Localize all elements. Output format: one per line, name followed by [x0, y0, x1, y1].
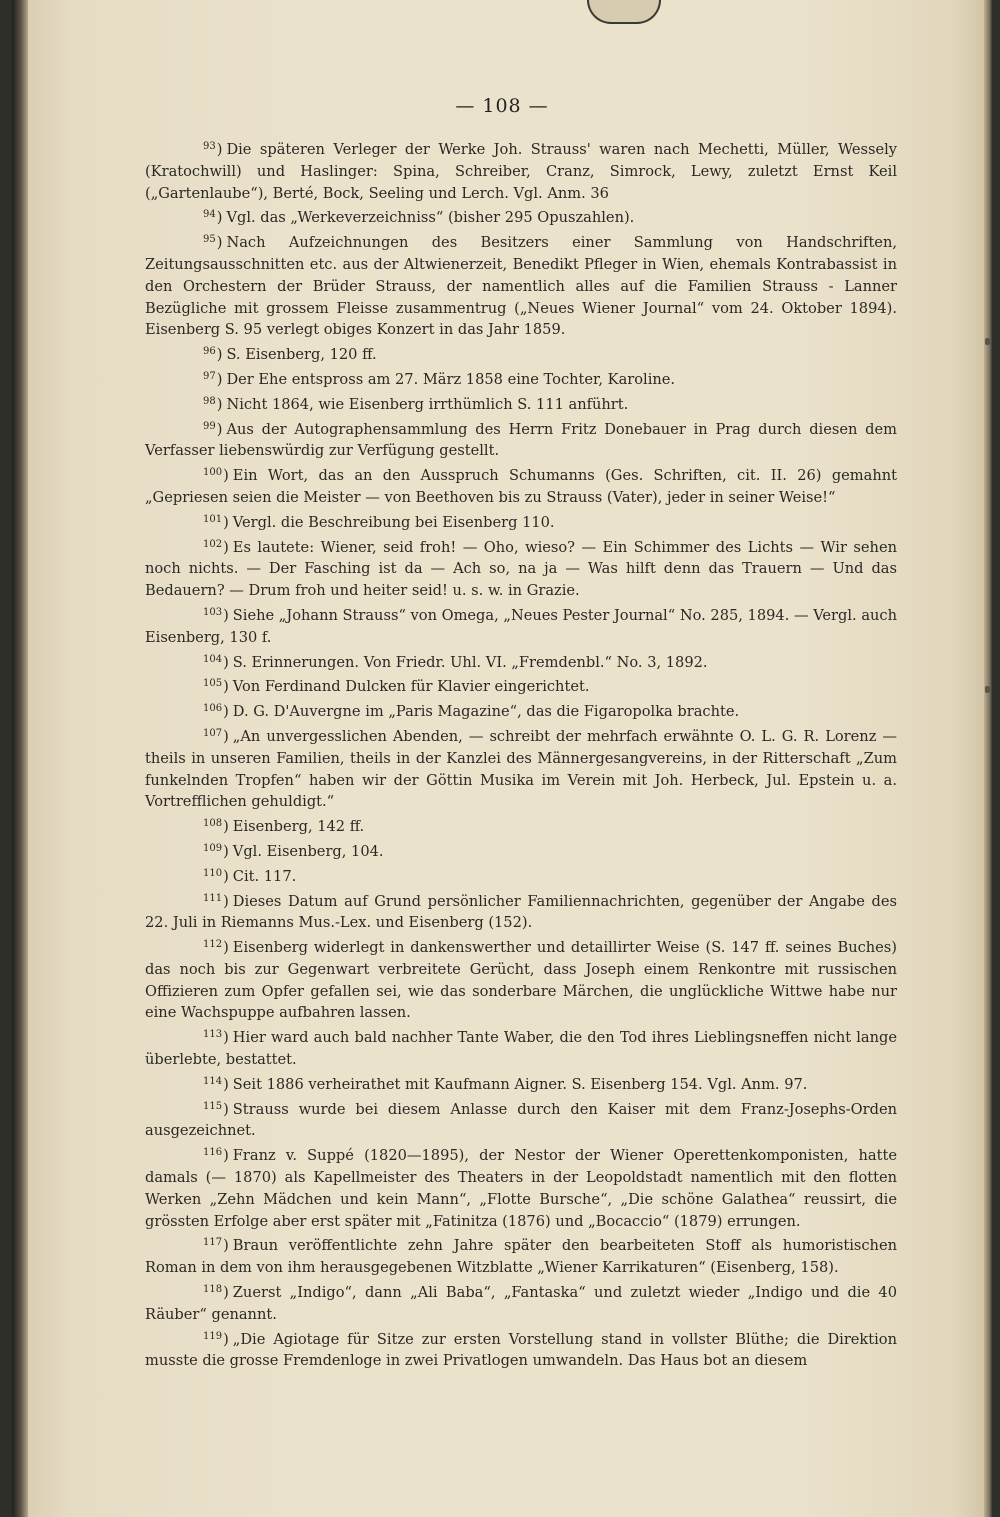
footnote-number: 108 — [203, 818, 223, 830]
footnote-number: 117 — [203, 1237, 223, 1249]
ribbon-tab — [587, 0, 661, 24]
footnote-number: 114 — [203, 1075, 223, 1087]
footnote-number: 118 — [203, 1284, 223, 1296]
footnote-paren: ) — [223, 1100, 229, 1118]
footnote-text: S. Erinnerungen. Von Friedr. Uhl. VI. „Fremdenbl.“ No. 3, 1892. — [232, 653, 708, 671]
page-number-header: — 108 — — [455, 95, 549, 117]
footnote-text: Die späteren Verleger der Werke Joh. Strauss' waren nach Mechetti, Müller, Wessely (Kratochwill) und Haslinger: Spina, Schreiber, Cranz, Simrock, Lewy, zuletzt Ernst Keil („Gartenlaube“), Berté, Bock, Seeling und Lerch. Vgl. Anm. 36 — [145, 141, 897, 202]
footnote-text: Ein Wort, das an den Ausspruch Schumanns (Ges. Schriften, cit. II. 26) gemahnt „Gepriesen seien die Meister — von Beethoven bis zu Strauss (Vater), jeder in seiner Weise!“ — [145, 467, 897, 506]
footnote-paren: ) — [216, 420, 223, 438]
footnote-103 — [145, 602, 897, 649]
footnote-106 — [145, 698, 897, 723]
footnote-paren: ) — [216, 346, 223, 364]
footnote-paren: ) — [223, 513, 229, 531]
footnote-number: 94 — [203, 209, 216, 221]
footnote-98 — [145, 391, 897, 416]
footnote-93 — [145, 136, 897, 204]
page-edge — [984, 0, 992, 1517]
footnote-text: Eisenberg, 142 ff. — [232, 818, 365, 836]
footnote-text: D. G. D'Auvergne im „Paris Magazine“, das die Figaropolka brachte. — [232, 703, 740, 721]
footnote-paren: ) — [223, 678, 229, 696]
footnote-108 — [145, 813, 897, 838]
book-page — [12, 0, 992, 1517]
footnote-105 — [145, 673, 897, 698]
footnote-114 — [145, 1071, 897, 1096]
footnote-number: 119 — [203, 1330, 223, 1342]
footnote-118 — [145, 1279, 897, 1326]
footnote-95 — [145, 229, 897, 341]
footnote-paren: ) — [223, 653, 229, 671]
footnote-number: 103 — [203, 606, 223, 618]
footnote-paren: ) — [223, 467, 229, 485]
footnote-number: 96 — [203, 346, 216, 358]
footnote-number: 111 — [203, 892, 223, 904]
footnote-number: 106 — [203, 703, 223, 715]
footnote-paren: ) — [223, 538, 229, 556]
footnote-number: 95 — [203, 234, 216, 246]
footnote-number: 115 — [203, 1100, 223, 1112]
footnote-96 — [145, 341, 897, 366]
footnote-112 — [145, 934, 897, 1024]
footnote-117 — [145, 1232, 897, 1279]
footnote-text: Seit 1886 verheirathet mit Kaufmann Aigner. S. Eisenberg 154. Vgl. Anm. 97. — [232, 1075, 808, 1093]
footnote-number: 110 — [203, 867, 223, 879]
footnote-number: 113 — [203, 1029, 223, 1041]
footnote-text: Vergl. die Beschreibung bei Eisenberg 110. — [232, 513, 555, 531]
footnote-119 — [145, 1326, 897, 1373]
footnote-number: 98 — [203, 395, 216, 407]
footnote-113 — [145, 1024, 897, 1071]
footnote-text: Der Ehe entspross am 27. März 1858 eine Tochter, Karoline. — [226, 370, 676, 388]
footnotes — [145, 136, 897, 1372]
footnote-107 — [145, 723, 897, 813]
footnote-104 — [145, 649, 897, 674]
footnote-paren: ) — [223, 867, 229, 885]
footnote-text: Vgl. das „Werkeverzeichniss“ (bisher 295 Opuszahlen). — [226, 209, 635, 227]
footnote-111 — [145, 888, 897, 935]
footnote-102 — [145, 534, 897, 602]
footnote-paren: ) — [223, 606, 229, 624]
footnote-number: 107 — [203, 727, 223, 739]
footnote-text: „An unvergesslichen Abenden, — schreibt der mehrfach erwähnte O. L. G. R. Lorenz — theils in unseren Familien, theils in der Kanzlei des Männergesangvereins, in der Ritterschaft „Zum funkelnden Tropfen“ haben wir der Göttin Musika im Verein mit Joh. Herbeck, Jul. Epstein u. a. Vortrefflichen gehuldigt.“ — [145, 727, 897, 811]
footnote-number: 104 — [203, 653, 223, 665]
footnote-paren: ) — [223, 892, 229, 910]
footnote-text: Siehe „Johann Strauss“ von Omega, „Neues Pester Journal“ No. 285, 1894. — Vergl. auch Eisenberg, 130 f. — [145, 606, 897, 646]
footnote-paren: ) — [223, 939, 229, 957]
footnote-text: Nach Aufzeichnungen des Besitzers einer Sammlung von Handschriften, Zeitungsausschnitten etc. aus der Altwienerzeit, Benedikt Pfleger in Wien, ehemals Kontrabassist in den Orchestern der Brüder Strauss, der namentlich alles auf die Familien Strauss - Lanner Bezügliche mit grossem Fleisse zusammentrug („Neues Wiener Journal“ vom 24. Oktober 1894). Eisenberg S. 95 verlegt obiges Konzert in das Jahr 1859. — [145, 234, 897, 339]
footnote-paren: ) — [223, 727, 229, 745]
footnote-100 — [145, 462, 897, 509]
footnote-paren: ) — [216, 234, 223, 252]
footnote-text: Strauss wurde bei diesem Anlasse durch den Kaiser mit dem Franz-Josephs-Orden ausgezeichnet. — [145, 1100, 897, 1140]
footnote-text: Vgl. Eisenberg, 104. — [232, 842, 384, 860]
footnote-paren: ) — [223, 1029, 229, 1047]
footnote-110 — [145, 863, 897, 888]
footnote-116 — [145, 1142, 897, 1232]
footnote-paren: ) — [223, 1330, 229, 1348]
footnote-paren: ) — [216, 370, 223, 388]
footnote-text: Franz v. Suppé (1820—1895), der Nestor der Wiener Operettenkomponisten, hatte damals (— 1870) als Kapellmeister des Theaters in der Leopoldstadt namentlich mit den flotten Werken „Zehn Mädchen und kein Mann“, „Flotte Bursche“, „Die schöne Galathea“ reussirt, die grössten Erfolge aber erst später mit „Fatinitza (1876) und „Bocaccio“ (1879) errungen. — [145, 1147, 897, 1230]
footnote-text: Zuerst „Indigo“, dann „Ali Baba“, „Fantaska“ und zuletzt wieder „Indigo und die 40 Räuber“ genannt. — [145, 1284, 897, 1323]
footnote-paren: ) — [216, 209, 223, 227]
footnote-text: S. Eisenberg, 120 ff. — [226, 346, 377, 364]
footnote-paren: ) — [216, 395, 223, 413]
footnote-text: Eisenberg widerlegt in dankenswerther und detaillirter Weise (S. 147 ff. seines Buches) das noch bis zur Gegenwart verbreitete Gerücht, dass Joseph einem Renkontre mit russischen Offizieren zum Opfer gefallen sei, wie das sonderbare Märchen, die unglückliche Wittwe habe nur eine Wachspuppe aufbahren lassen. — [145, 939, 897, 1022]
footnote-paren: ) — [223, 1284, 229, 1302]
footnote-paren: ) — [223, 818, 229, 836]
footnote-number: 105 — [203, 678, 223, 690]
footnote-text: Nicht 1864, wie Eisenberg irrthümlich S. 111 anführt. — [226, 395, 629, 413]
page-gutter — [12, 0, 28, 1517]
footnote-paren: ) — [223, 1237, 229, 1255]
footnote-text: Aus der Autographensammlung des Herrn Fritz Donebauer in Prag durch diesen dem Verfasser liebenswürdig zur Verfügung gestellt. — [145, 420, 897, 460]
footnote-99 — [145, 416, 897, 463]
footnote-number: 102 — [203, 538, 223, 550]
footnote-paren: ) — [223, 842, 229, 860]
footnote-number: 116 — [203, 1147, 223, 1159]
footnote-number: 100 — [203, 467, 223, 479]
footnote-number: 99 — [203, 420, 216, 432]
footnote-text: Von Ferdinand Dulcken für Klavier eingerichtet. — [232, 678, 590, 696]
footnote-text: Hier ward auch bald nachher Tante Waber, die den Tod ihres Lieblingsneffen nicht lange überlebte, bestattet. — [145, 1029, 897, 1069]
footnote-109 — [145, 838, 897, 863]
footnote-number: 93 — [203, 141, 216, 152]
footnote-paren: ) — [223, 703, 229, 721]
footnote-paren: ) — [223, 1147, 229, 1165]
footnote-paren: ) — [216, 141, 223, 158]
footnote-text: Cit. 117. — [232, 867, 297, 885]
footnote-text: Braun veröffentlichte zehn Jahre später den bearbeiteten Stoff als humoristischen Roman in dem von ihm herausgegebenen Witzblatte „Wiener Karrikaturen“ (Eisenberg, 158). — [145, 1237, 897, 1277]
footnote-number: 97 — [203, 370, 216, 382]
footnote-paren: ) — [223, 1075, 229, 1093]
footnote-97 — [145, 366, 897, 391]
footnote-text: „Die Agiotage für Sitze zur ersten Vorstellung stand in vollster Blüthe; die Direktion musste die grosse Fremdenloge in zwei Privatlogen umwandeln. Das Haus bot an diesem — [145, 1330, 897, 1370]
footnote-number: 112 — [203, 939, 223, 951]
footnote-115 — [145, 1096, 897, 1143]
footnote-text: Es lautete: Wiener, seid froh! — Oho, wieso? — Ein Schimmer des Lichts — Wir sehen noch nichts. — Der Fasching ist da — Ach so, na ja — Was hilft denn das Trauern — Und das Bedauern? — Drum froh und heiter seid! u. s. w. in Grazie. — [145, 538, 897, 600]
footnote-101 — [145, 509, 897, 534]
footnote-94 — [145, 204, 897, 229]
footnote-number: 109 — [203, 842, 223, 854]
footnote-number: 101 — [203, 513, 223, 525]
footnote-text: Dieses Datum auf Grund persönlicher Familiennachrichten, gegenüber der Angabe des 22. Juli in Riemanns Mus.-Lex. und Eisenberg (152). — [145, 892, 897, 932]
